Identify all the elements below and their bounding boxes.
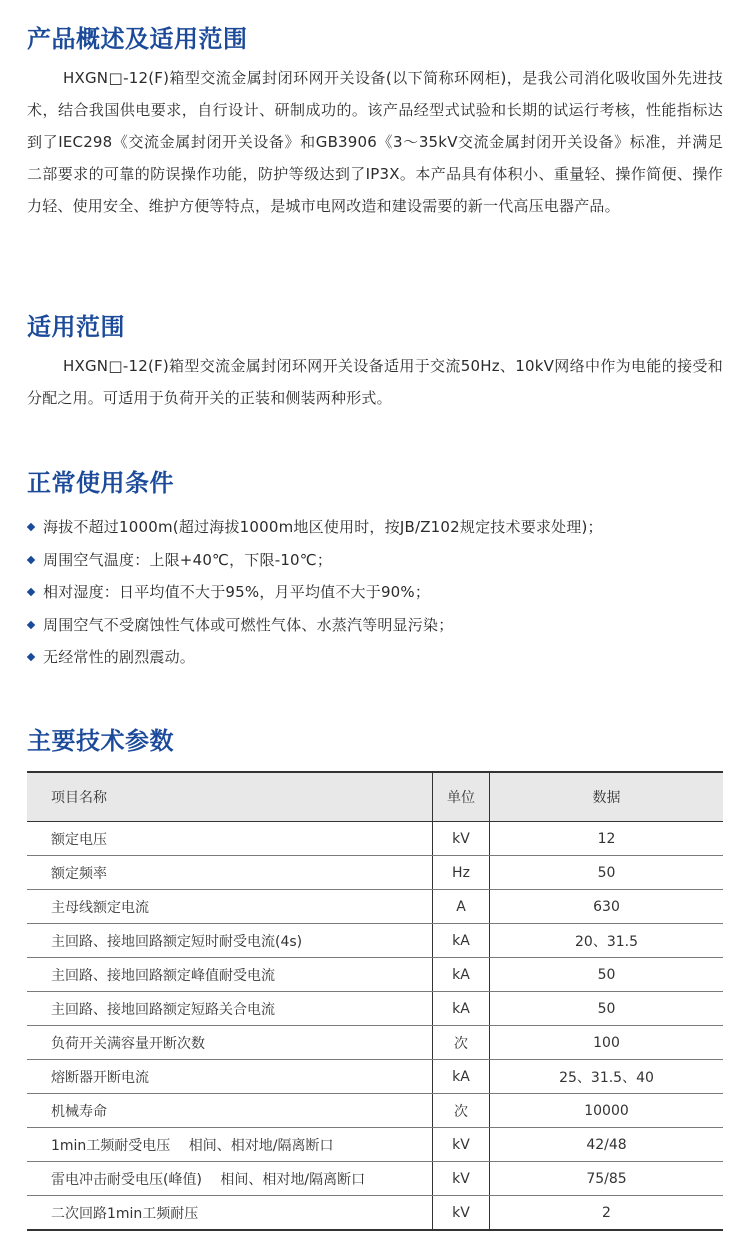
- condition-item: [27, 576, 723, 609]
- cell-item-name: 熔断器开断电流: [27, 1060, 433, 1094]
- cell-value: 12: [490, 822, 724, 856]
- cell-value: 50: [490, 992, 724, 1026]
- scope-paragraph: HXGN□-12(F)箱型交流金属封闭环网开关设备适用于交流50Hz、10kV网络中作为电能的接受和分配之用。可适用于负荷开关的正装和侧装两种形式。: [27, 357, 723, 407]
- cell-value: 10000: [490, 1094, 724, 1128]
- scope-title: 适用范围: [27, 313, 125, 341]
- cell-item-name: 额定频率: [27, 856, 433, 890]
- table-row: [27, 1060, 723, 1094]
- cell-unit: kV: [433, 1128, 490, 1162]
- cell-value: 100: [490, 1026, 724, 1060]
- cell-item-name: 主回路、接地回路额定短时耐受电流(4s): [27, 924, 433, 958]
- cell-item-name: 1min工频耐受电压 相间、相对地/隔离断口: [27, 1128, 433, 1162]
- cell-unit: kV: [433, 822, 490, 856]
- conditions-title: 正常使用条件: [27, 469, 174, 497]
- overview-paragraph: HXGN□-12(F)箱型交流金属封闭环网开关设备(以下简称环网柜)，是我公司消化吸收国外先进技术，结合我国供电要求，自行设计、研制成功的。该产品经型式试验和长期的试运行考核，性能指标达到了IEC298《交流金属封闭开关设备》和GB3906《3～35kV交流金属封闭开关设备》标准，并满足二部要求的可靠的防误操作功能，防护等级达到了IP3X。本产品具有体积小、重量轻、操作简便、操作力轻、使用安全、维护方便等特点，是城市电网改造和建设需要的新一代高压电器产品。: [27, 69, 723, 215]
- diamond-bullet-icon: [27, 555, 35, 563]
- cell-item-name: 负荷开关满容量开断次数: [27, 1026, 433, 1060]
- diamond-bullet-icon: [27, 653, 35, 661]
- table-row: [27, 1196, 723, 1231]
- cell-value: 25、31.5、40: [490, 1060, 724, 1094]
- cell-value: 50: [490, 856, 724, 890]
- cell-item-name: 主回路、接地回路额定短路关合电流: [27, 992, 433, 1026]
- condition-text: 海拔不超过1000m(超过海拔1000m地区使用时，按JB/Z102规定技术要求处理)；: [43, 518, 603, 536]
- cell-value: 2: [490, 1196, 724, 1231]
- cell-unit: kA: [433, 992, 490, 1026]
- cell-item-name: 二次回路1min工频耐压: [27, 1196, 433, 1231]
- table-row: [27, 1094, 723, 1128]
- cell-unit: kV: [433, 1196, 490, 1231]
- cell-unit: kA: [433, 1060, 490, 1094]
- table-row: [27, 924, 723, 958]
- cell-item-name: 额定电压: [27, 822, 433, 856]
- table-row: [27, 1128, 723, 1162]
- cell-item-name: 雷电冲击耐受电压(峰值) 相间、相对地/隔离断口: [27, 1162, 433, 1196]
- specs-table: [27, 771, 723, 1231]
- table-row: [27, 1162, 723, 1196]
- condition-item: [27, 511, 723, 544]
- cell-value: 20、31.5: [490, 924, 724, 958]
- conditions-list: [27, 511, 723, 674]
- cell-unit: kA: [433, 924, 490, 958]
- condition-item: [27, 641, 723, 674]
- diamond-bullet-icon: [27, 523, 35, 531]
- cell-unit: Hz: [433, 856, 490, 890]
- cell-value: 42/48: [490, 1128, 724, 1162]
- cell-unit: 次: [433, 1094, 490, 1128]
- table-row: [27, 958, 723, 992]
- cell-item-name: 机械寿命: [27, 1094, 433, 1128]
- cell-value: 630: [490, 890, 724, 924]
- specs-title: 主要技术参数: [27, 727, 174, 755]
- condition-item: [27, 609, 723, 642]
- header-item-name: 项目名称: [27, 772, 433, 822]
- overview-title: 产品概述及适用范围: [27, 25, 248, 53]
- cell-unit: kV: [433, 1162, 490, 1196]
- table-header-row: [27, 772, 723, 822]
- cell-unit: kA: [433, 958, 490, 992]
- table-row: [27, 856, 723, 890]
- cell-value: 75/85: [490, 1162, 724, 1196]
- cell-unit: 次: [433, 1026, 490, 1060]
- condition-text: 相对湿度：日平均值不大于95%，月平均值不大于90%；: [43, 583, 431, 601]
- diamond-bullet-icon: [27, 620, 35, 628]
- condition-text: 周围空气温度：上限+40℃，下限-10℃；: [43, 550, 333, 569]
- cell-value: 50: [490, 958, 724, 992]
- cell-unit: A: [433, 890, 490, 924]
- diamond-bullet-icon: [27, 588, 35, 596]
- condition-text: 无经常性的剧烈震动。: [43, 648, 196, 666]
- condition-item: [27, 544, 723, 577]
- cell-item-name: 主母线额定电流: [27, 890, 433, 924]
- table-row: [27, 822, 723, 856]
- cell-item-name: 主回路、接地回路额定峰值耐受电流: [27, 958, 433, 992]
- header-value: 数据: [490, 772, 724, 822]
- table-row: [27, 890, 723, 924]
- table-row: [27, 1026, 723, 1060]
- header-unit: 单位: [433, 772, 490, 822]
- condition-text: 周围空气不受腐蚀性气体或可燃性气体、水蒸汽等明显污染；: [43, 615, 454, 634]
- table-row: [27, 992, 723, 1026]
